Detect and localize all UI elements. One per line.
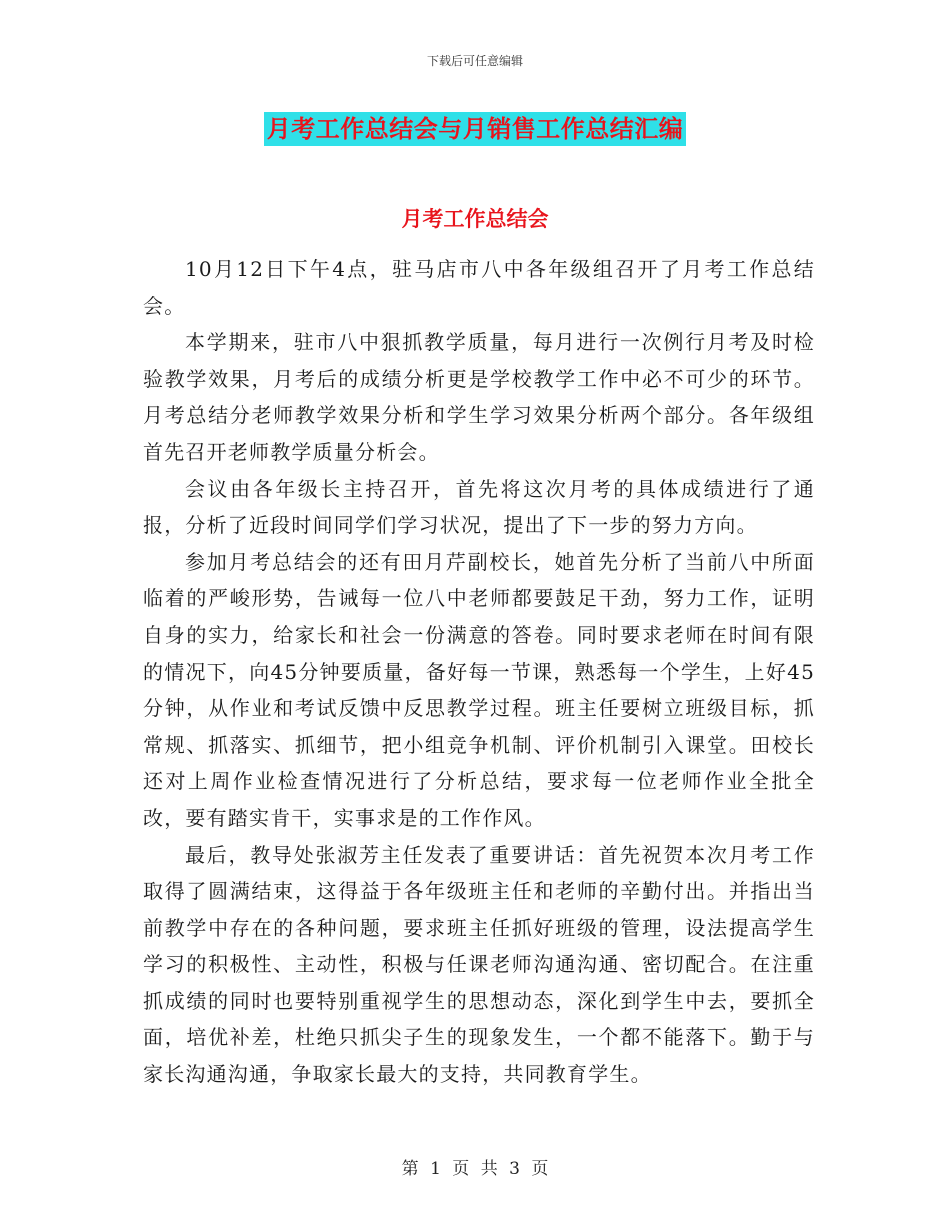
document-body [143, 251, 815, 1093]
document-title-container [0, 112, 950, 146]
document-title: 月考工作总结会与月销售工作总结汇编 [264, 112, 687, 146]
paragraph-5: 最后，教导处张淑芳主任发表了重要讲话：首先祝贺本次月考工作取得了圆满结束，这得益于各年级班主任和老师的辛勤付出。并指出当前教学中存在的各种问题，要求班主任抓好班级的管理，设法提高学生学习的积极性、主动性，积极与任课老师沟通沟通、密切配合。在注重抓成绩的同时也要特别重视学生的思想动态，深化到学生中去，要抓全面，培优补差，杜绝只抓尖子生的现象发生，一个都不能落下。勤于与家长沟通沟通，争取家长最大的支持，共同教育学生。 [143, 842, 815, 1087]
paragraph-1: 10月12日下午4点，驻马店市八中各年级组召开了月考工作总结会。 [143, 257, 815, 318]
paragraph-2: 本学期来，驻市八中狠抓教学质量，每月进行一次例行月考及时检验教学效果，月考后的成绩分析更是学校教学工作中必不可少的环节。月考总结分老师教学效果分析和学生学习效果分析两个部分。各年级组首先召开老师教学质量分析会。 [143, 330, 815, 464]
page-number: 第 1 页 共 3 页 [401, 1159, 549, 1179]
paragraph-4: 参加月考总结会的还有田月芹副校长，她首先分析了当前八中所面临着的严峻形势，告诫每一位八中老师都要鼓足干劲，努力工作，证明自身的实力，给家长和社会一份满意的答卷。同时要求老师在时间有限的情况下，向45分钟要质量，备好每一节课，熟悉每一个学生，上好45分钟，从作业和考试反馈中反思教学过程。班主任要树立班级目标，抓常规、抓落实、抓细节，把小组竞争机制、评价机制引入课堂。田校长还对上周作业检查情况进行了分析总结，要求每一位老师作业全批全改，要有踏实肯干，实事求是的工作作风。 [143, 549, 815, 830]
header-note: 下载后可任意编辑 [426, 54, 523, 68]
paragraph-3: 会议由各年级长主持召开，首先将这次月考的具体成绩进行了通报，分析了近段时间同学们学习状况，提出了下一步的努力方向。 [143, 476, 815, 538]
section-title: 月考工作总结会 [401, 207, 549, 231]
